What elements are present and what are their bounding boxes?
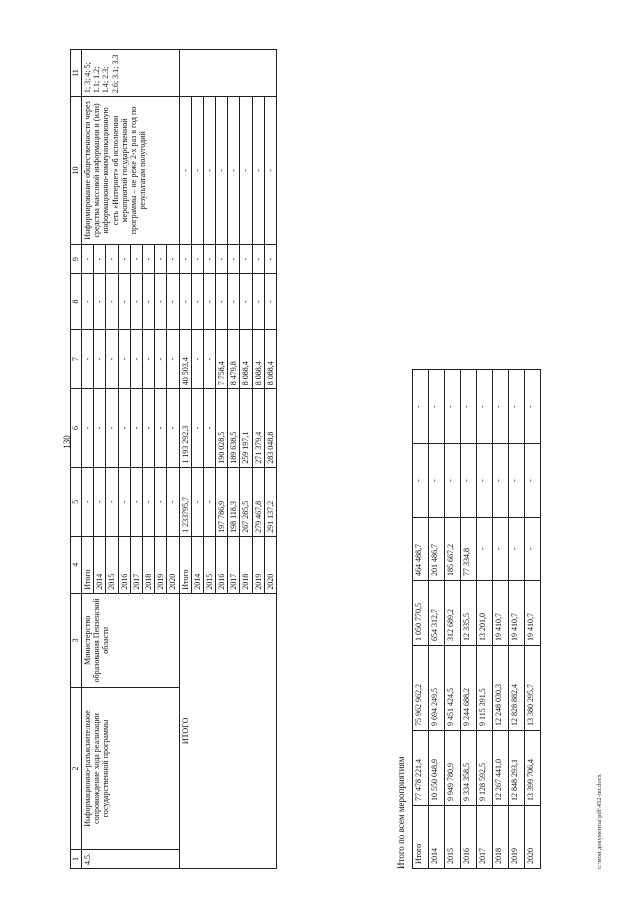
- value-cell: 19 410,7: [493, 581, 509, 646]
- value-cell: -: [461, 444, 477, 518]
- value-cell: 19 410,7: [509, 581, 525, 646]
- value-cell: 189 638,5: [228, 389, 240, 468]
- value-cell: -: [477, 518, 493, 581]
- page-number: 130: [62, 435, 72, 449]
- value-cell: -: [228, 244, 240, 274]
- year-cell: 2020: [167, 536, 179, 593]
- value-cell: 77 334,8: [461, 518, 477, 581]
- item-result: Информирование общественности через средства массовой информации и (или) информационно-коммуникационную сеть «Интернет» об исполнении мероприятий государственной программы – не реже 2-х раз в год по результатам полугодий: [82, 97, 180, 245]
- year-cell: 2018: [493, 806, 509, 869]
- value-cell: -: [142, 330, 154, 389]
- value-cell: -: [167, 467, 179, 536]
- value-cell: -: [142, 389, 154, 468]
- item-name: Информационно-разъяснительное сопровождение хода реализации государственной программы: [82, 687, 180, 849]
- value-cell: -: [216, 274, 228, 330]
- value-cell: 198 118,3: [228, 467, 240, 536]
- value-cell: -: [264, 97, 276, 245]
- year-cell: Итого: [82, 536, 94, 593]
- value-cell: -: [191, 467, 203, 536]
- value-cell: -: [106, 389, 118, 468]
- value-cell: -: [82, 244, 94, 274]
- value-cell: 8 088,4: [264, 330, 276, 389]
- value-cell: -: [429, 370, 445, 444]
- year-cell: 2016: [216, 536, 228, 593]
- value-cell: -: [179, 244, 191, 274]
- year-cell: 2016: [461, 806, 477, 869]
- value-cell: -: [509, 444, 525, 518]
- year-cell: 2015: [203, 536, 215, 593]
- value-cell: -: [445, 370, 461, 444]
- header-cell: 10: [71, 97, 82, 245]
- value-cell: -: [155, 274, 167, 330]
- table-row: [429, 370, 445, 869]
- value-cell: -: [82, 389, 94, 468]
- main-table: [70, 49, 277, 869]
- value-cell: -: [203, 244, 215, 274]
- footer-file-path: c:\мои документы\pdf\452-пп.docx: [596, 774, 603, 869]
- header-cell: 9: [71, 244, 82, 274]
- value-cell: 9 115 391,5: [477, 646, 493, 731]
- year-cell: 2015: [445, 806, 461, 869]
- value-cell: -: [130, 274, 142, 330]
- value-cell: 312 689,2: [445, 581, 461, 646]
- value-cell: -: [155, 467, 167, 536]
- value-cell: 271 379,4: [252, 389, 264, 468]
- year-cell: 2017: [228, 536, 240, 593]
- value-cell: -: [252, 97, 264, 245]
- value-cell: -: [252, 274, 264, 330]
- value-cell: -: [155, 244, 167, 274]
- value-cell: -: [216, 97, 228, 245]
- value-cell: -: [240, 97, 252, 245]
- value-cell: -: [130, 389, 142, 468]
- value-cell: -: [167, 330, 179, 389]
- value-cell: 1 193 292,3: [179, 389, 191, 468]
- value-cell: -: [252, 244, 264, 274]
- value-cell: -: [264, 244, 276, 274]
- value-cell: -: [94, 244, 106, 274]
- year-cell: 2019: [155, 536, 167, 593]
- value-cell: 12 828 882,4: [509, 646, 525, 731]
- value-cell: -: [203, 389, 215, 468]
- value-cell: -: [525, 370, 541, 444]
- value-cell: 279 467,8: [252, 467, 264, 536]
- value-cell: 9 694 249,5: [429, 646, 445, 731]
- value-cell: -: [203, 330, 215, 389]
- value-cell: -: [191, 244, 203, 274]
- value-cell: -: [118, 274, 130, 330]
- value-cell: -: [179, 97, 191, 245]
- value-cell: 9 128 592,5: [477, 731, 493, 806]
- value-cell: 9 949 780,9: [445, 731, 461, 806]
- value-cell: 9 334 358,5: [461, 731, 477, 806]
- item-executor: Министерство образования Пензенской области: [82, 593, 180, 687]
- value-cell: -: [191, 330, 203, 389]
- value-cell: 13 380 295,7: [525, 646, 541, 731]
- header-row: [71, 50, 82, 869]
- header-cell: 8: [71, 274, 82, 330]
- value-cell: 185 667,2: [445, 518, 461, 581]
- header-cell: 4: [71, 536, 82, 593]
- value-cell: -: [477, 370, 493, 444]
- year-cell: 2014: [429, 806, 445, 869]
- value-cell: -: [167, 274, 179, 330]
- value-cell: 12 267 441,0: [493, 731, 509, 806]
- value-cell: -: [429, 444, 445, 518]
- table-row: [509, 370, 525, 869]
- year-cell: 2016: [118, 536, 130, 593]
- value-cell: -: [445, 444, 461, 518]
- value-cell: -: [130, 244, 142, 274]
- value-cell: -: [167, 244, 179, 274]
- value-cell: 464 488,7: [413, 518, 429, 581]
- value-cell: -: [82, 330, 94, 389]
- table-row: [525, 370, 541, 869]
- value-cell: 291 137,2: [264, 467, 276, 536]
- value-cell: -: [82, 274, 94, 330]
- total-all-title: Итого по всем мероприятиям: [396, 756, 406, 869]
- value-cell: 201 486,7: [429, 518, 445, 581]
- value-cell: 197 786,9: [216, 467, 228, 536]
- table-row: [477, 370, 493, 869]
- year-cell: Итого: [413, 806, 429, 869]
- value-cell: 1 050 770,5: [413, 581, 429, 646]
- value-cell: 8 088,4: [240, 330, 252, 389]
- value-cell: -: [203, 467, 215, 536]
- value-cell: -: [413, 444, 429, 518]
- table-row: [413, 370, 429, 869]
- year-cell: 2019: [509, 806, 525, 869]
- item-indicators: 1; 3; 4; 5; 1.1; 1.2; 1.4; 2.3; 2.6; 3.1; 3.3: [82, 50, 180, 97]
- year-cell: 2020: [525, 806, 541, 869]
- year-cell: 2018: [142, 536, 154, 593]
- value-cell: 12 848 293,1: [509, 731, 525, 806]
- value-cell: -: [142, 274, 154, 330]
- value-cell: -: [191, 274, 203, 330]
- table-row: [445, 370, 461, 869]
- value-cell: -: [94, 330, 106, 389]
- value-cell: -: [228, 97, 240, 245]
- value-cell: -: [461, 370, 477, 444]
- value-cell: -: [509, 370, 525, 444]
- value-cell: 1 233795,7: [179, 467, 191, 536]
- value-cell: -: [94, 274, 106, 330]
- year-cell: 2020: [264, 536, 276, 593]
- header-cell: 6: [71, 389, 82, 468]
- value-cell: 10 550 048,9: [429, 731, 445, 806]
- value-cell: 8 479,8: [228, 330, 240, 389]
- value-cell: -: [118, 389, 130, 468]
- value-cell: -: [106, 467, 118, 536]
- total-all-table: [412, 369, 541, 869]
- value-cell: -: [118, 330, 130, 389]
- value-cell: -: [191, 389, 203, 468]
- year-cell: 2017: [477, 806, 493, 869]
- year-cell: 2017: [130, 536, 142, 593]
- value-cell: -: [142, 467, 154, 536]
- empty-cell: [179, 50, 277, 97]
- value-cell: -: [477, 444, 493, 518]
- value-cell: 12 248 030,3: [493, 646, 509, 731]
- value-cell: -: [203, 274, 215, 330]
- value-cell: -: [106, 330, 118, 389]
- value-cell: -: [493, 370, 509, 444]
- value-cell: -: [264, 274, 276, 330]
- value-cell: -: [142, 244, 154, 274]
- value-cell: 19 410,7: [525, 581, 541, 646]
- value-cell: -: [106, 274, 118, 330]
- value-cell: -: [228, 274, 240, 330]
- table-row: [493, 370, 509, 869]
- header-cell: 11: [71, 50, 82, 97]
- year-cell: 2019: [252, 536, 264, 593]
- value-cell: 7 758,4: [216, 330, 228, 389]
- header-cell: 1: [71, 850, 82, 869]
- value-cell: 77 478 221,4: [413, 731, 429, 806]
- value-cell: -: [493, 518, 509, 581]
- table-row: [179, 50, 191, 869]
- value-cell: 40 503,4: [179, 330, 191, 389]
- value-cell: 13 201,0: [477, 581, 493, 646]
- value-cell: 8 088,4: [252, 330, 264, 389]
- year-cell: Итого: [179, 536, 191, 593]
- value-cell: -: [525, 444, 541, 518]
- value-cell: 75 962 962,2: [413, 646, 429, 731]
- header-cell: 3: [71, 593, 82, 687]
- value-cell: -: [130, 330, 142, 389]
- value-cell: -: [493, 444, 509, 518]
- value-cell: -: [94, 389, 106, 468]
- value-cell: -: [155, 330, 167, 389]
- value-cell: 12 335,5: [461, 581, 477, 646]
- value-cell: -: [413, 370, 429, 444]
- value-cell: 654 312,7: [429, 581, 445, 646]
- year-cell: 2014: [191, 536, 203, 593]
- value-cell: 267 285,5: [240, 467, 252, 536]
- item-number: 4.5.: [82, 850, 180, 869]
- value-cell: -: [106, 244, 118, 274]
- value-cell: -: [155, 389, 167, 468]
- value-cell: 283 048,8: [264, 389, 276, 468]
- table-row: [82, 50, 94, 869]
- year-cell: 2018: [240, 536, 252, 593]
- table-row: [461, 370, 477, 869]
- value-cell: -: [167, 389, 179, 468]
- value-cell: -: [191, 97, 203, 245]
- value-cell: -: [525, 518, 541, 581]
- value-cell: -: [118, 244, 130, 274]
- value-cell: -: [130, 467, 142, 536]
- value-cell: -: [82, 467, 94, 536]
- header-cell: 5: [71, 467, 82, 536]
- value-cell: -: [203, 97, 215, 245]
- value-cell: -: [216, 244, 228, 274]
- value-cell: -: [118, 467, 130, 536]
- year-cell: 2014: [94, 536, 106, 593]
- value-cell: 9 451 424,5: [445, 646, 461, 731]
- header-cell: 2: [71, 687, 82, 849]
- value-cell: 13 399 706,4: [525, 731, 541, 806]
- itogo-label: ИТОГО: [179, 593, 277, 868]
- value-cell: 190 028,5: [216, 389, 228, 468]
- value-cell: 259 197,1: [240, 389, 252, 468]
- value-cell: -: [240, 274, 252, 330]
- value-cell: -: [94, 467, 106, 536]
- value-cell: -: [509, 518, 525, 581]
- value-cell: -: [179, 274, 191, 330]
- year-cell: 2015: [106, 536, 118, 593]
- value-cell: -: [240, 244, 252, 274]
- header-cell: 7: [71, 330, 82, 389]
- value-cell: 9 244 688,2: [461, 646, 477, 731]
